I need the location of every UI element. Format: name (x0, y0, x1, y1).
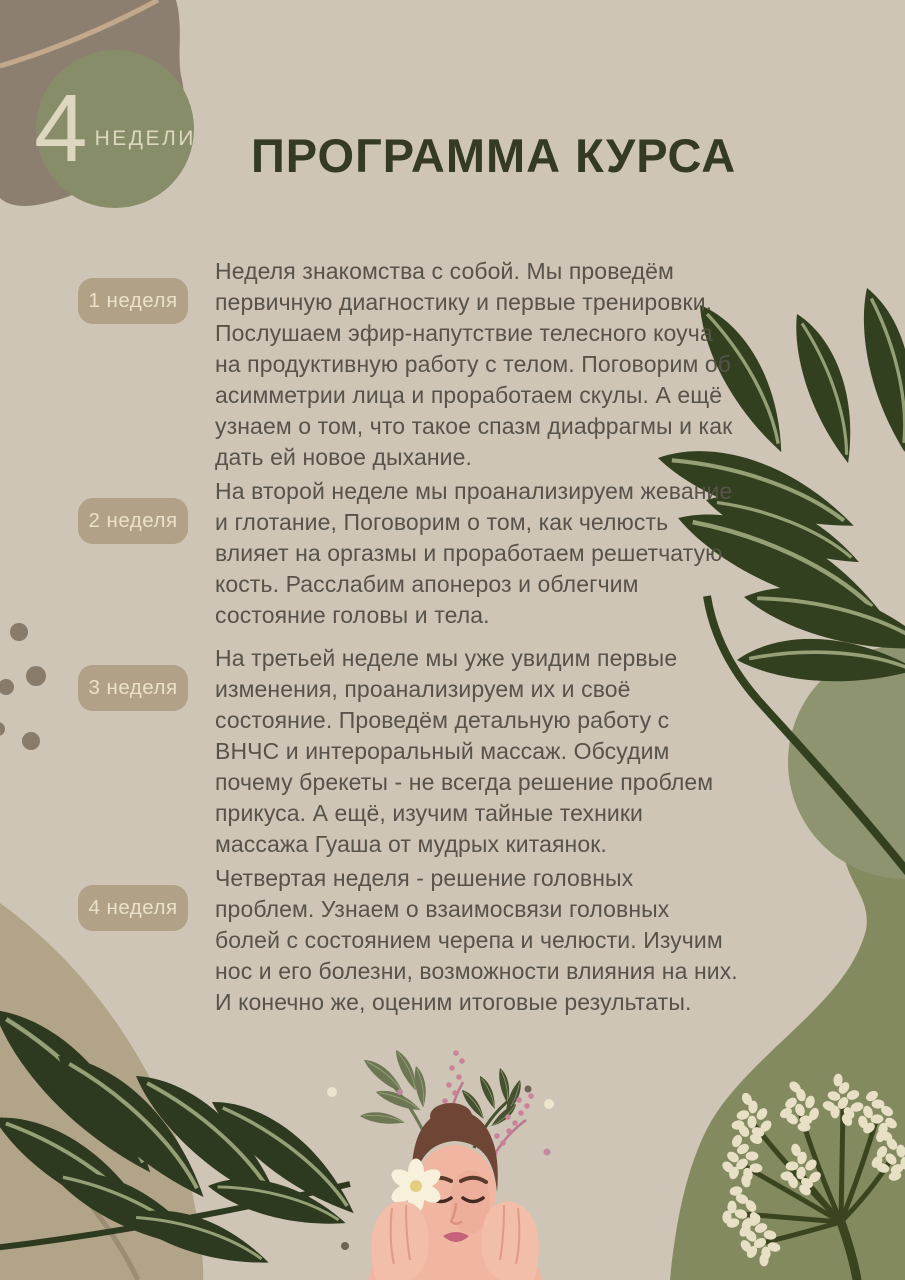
weeks-count-label: НЕДЕЛИ (94, 127, 196, 150)
week-3-badge: 3 неделя (78, 665, 188, 711)
woman-face-massage-illustration (359, 1047, 542, 1280)
week-1-description: Неделя знакомства с собой. Мы проведём первичную диагностику и первые тренировки. Послушаем эфир-напутствие телесного коуча на продуктивную работу с телом. Поговорим об асимметрии лица и проработаем скулы. А ещё узнаем о том, что такое спазм диафрагмы и как дать ей новое дыхание. (215, 258, 733, 470)
page-title: ПРОГРАММА КУРСА (251, 129, 737, 183)
week-2-badge: 2 неделя (78, 498, 188, 544)
dots-cluster-illustration (0, 623, 46, 750)
course-duration-circle (36, 50, 194, 208)
week-2-description: На второй неделе мы проанализируем жевание и глотание, Поговорим о том, как челюсть влияет на оргазмы и проработаем решетчатую кость. Расслабим апонероз и облегчим состояние головы и тела. (215, 478, 733, 628)
week-4-description: Четвертая неделя - решение головных проблем. Узнаем о взаимосвязи головных болей с состоянием черепа и челюсти. Изучим нос и его болезни, возможности влияния на них. И конечно же, оценим итоговые результаты. (215, 865, 738, 1015)
weeks-count: 4 (34, 74, 88, 182)
week-1-badge: 1 неделя (78, 278, 188, 324)
week-3-description: На третьей неделе мы уже увидим первые изменения, проанализируем их и своё состояние. Проведём детальную работу с ВНЧС и интероральный массаж. Обсудим почему брекеты - не всегда решение проблем прикуса. А ещё, изучим тайные техники массажа Гуаша от мудрых китаянок. (215, 645, 714, 857)
week-4-badge: 4 неделя (78, 885, 188, 931)
